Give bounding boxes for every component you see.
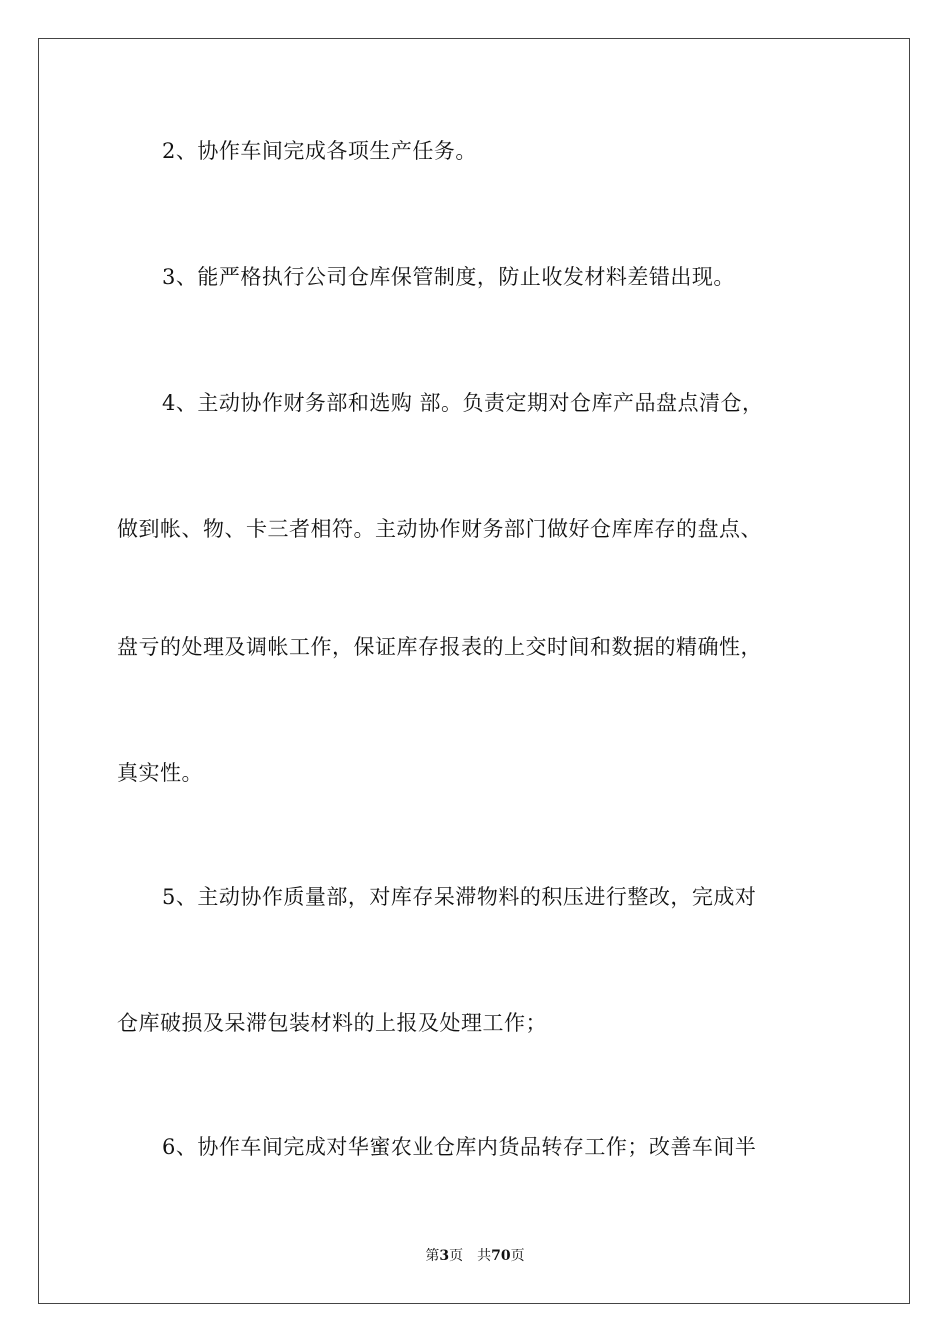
footer-page-suffix: 页 [449,1248,464,1264]
paragraph-line-6: 真实性。 [117,761,203,785]
page-frame [38,38,910,1304]
paragraph-line-7: 5、主动协作质量部，对库存呆滞物料的积压进行整改，完成对 [162,885,757,909]
footer-total-suffix: 页 [510,1248,525,1264]
paragraph-line-3: 4、主动协作财务部和选购 部。负责定期对仓库产品盘点清仓， [162,391,764,415]
footer-total-number: 70 [491,1248,511,1264]
footer-total-prefix: 共 [477,1248,492,1264]
paragraph-line-8: 仓库破损及呆滞包装材料的上报及处理工作； [117,1011,547,1035]
footer-page-prefix: 第 [425,1248,440,1264]
paragraph-line-5: 盘亏的处理及调帐工作，保证库存报表的上交时间和数据的精确性， [117,635,762,659]
paragraph-line-2: 3、能严格执行公司仓库保管制度，防止收发材料差错出现。 [162,265,735,289]
paragraph-line-1: 2、协作车间完成各项生产任务。 [162,139,477,163]
page-footer [0,1247,950,1265]
footer-page-number: 3 [439,1248,450,1264]
paragraph-line-4: 做到帐、物、卡三者相符。主动协作财务部门做好仓库库存的盘点、 [117,517,762,541]
paragraph-line-9: 6、协作车间完成对华蜜农业仓库内货品转存工作；改善车间半 [162,1135,757,1159]
